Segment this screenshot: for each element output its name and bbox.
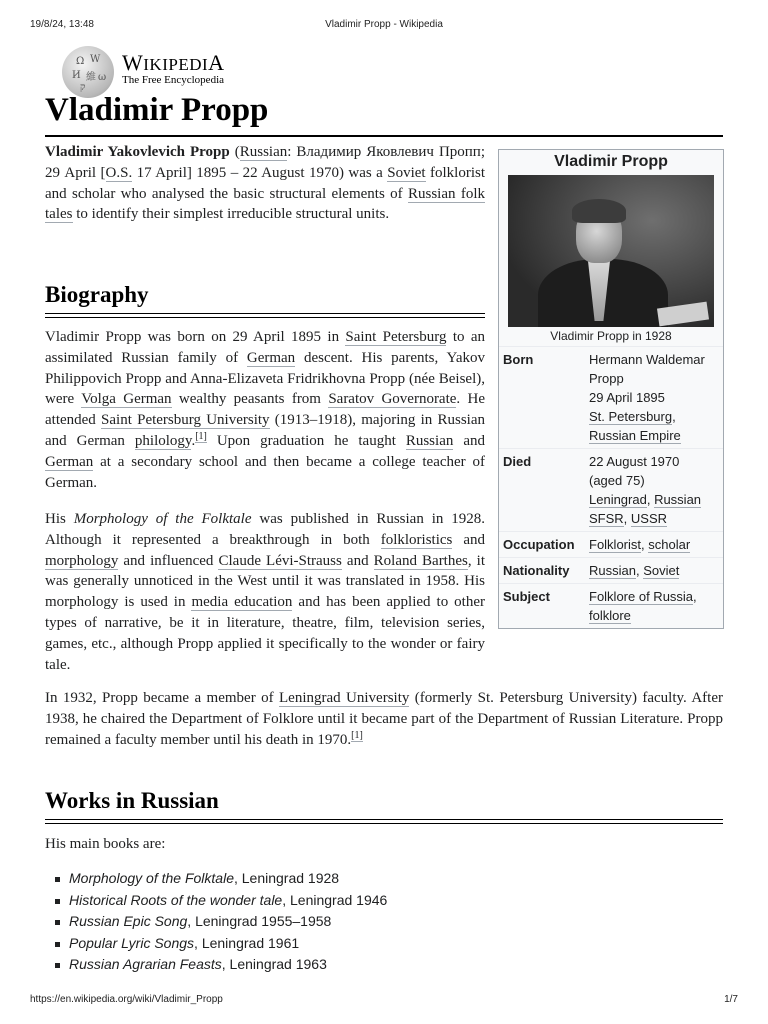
print-page-title: Vladimir Propp - Wikipedia [325, 19, 443, 30]
biography-paragraph-2a: His Morphology of the Folktale was published in Russian in 1928. Although it represented a breakthrough in both folkloristics and morphology and influenced Claude Lévi-Strauss and Roland Barthes, it was generally unnoticed in the West until it was translated in 1958. His morphology is used in media education and has been applied to other types of narrative, be it in literature, theatre, film, television series, games, etc., although Propp applied it specifically to the wonder or fairy tale. [45, 511, 486, 673]
link-german-2[interactable]: German [45, 453, 94, 470]
link-media-education[interactable]: media education [191, 594, 293, 611]
infobox-row-subject: Subject Folklore of Russia, folklore [499, 583, 723, 628]
wikipedia-globe-logo[interactable]: Ω W И 維 ω ק [62, 46, 114, 98]
heading-rule [45, 819, 723, 820]
subject-name: Vladimir Yakovlevich Propp [45, 144, 230, 160]
infobox-row-born: Born Hermann Waldemar Propp 29 April 1895 St. Petersburg, Russian Empire [499, 346, 723, 448]
link-nationality-russian[interactable]: Russian [589, 563, 636, 578]
link-philology[interactable]: philology [134, 432, 192, 449]
list-item: Popular Lyric Songs, Leningrad 1961 [45, 933, 387, 955]
works-intro: His main books are: [45, 836, 166, 852]
link-russian[interactable]: Russian [405, 432, 454, 449]
infobox-title: Vladimir Propp [554, 153, 668, 170]
link-russian-folk-tales[interactable]: Russian folk tales [45, 185, 485, 223]
link-ussr[interactable]: USSR [630, 511, 668, 526]
link-claude-levi-strauss[interactable]: Claude Lévi-Strauss [218, 552, 342, 569]
link-soviet[interactable]: Soviet [387, 164, 426, 181]
works-list [45, 868, 387, 976]
wikipedia-wordmark[interactable]: WIKIPEDIA [122, 50, 225, 75]
link-folklore[interactable]: folklore [589, 608, 631, 623]
print-url: https://en.wikipedia.org/wiki/Vladimir_Propp [30, 994, 223, 1005]
print-header [0, 0, 768, 30]
heading-rule [45, 823, 723, 824]
print-page-counter: 1/7 [724, 994, 738, 1005]
link-russian-language[interactable]: Russian [239, 144, 288, 160]
link-volga-german[interactable]: Volga German [81, 391, 172, 408]
infobox-row-nationality: Nationality Russian, Soviet [499, 557, 723, 583]
link-german[interactable]: German [246, 349, 296, 366]
biography-paragraph-1: Vladimir Propp was born on 29 April 1895 in Saint Petersburg to an assimilated Russian family of German descent. His parents, Yakov Philippovich Propp and Anna-Elizaveta Fridrikhovna Propp (née Beisel), were Volga German wealthy peasants from Saratov Governorate. He attended Saint Petersburg University (1913–1918), majoring in Russian and German philology.[1] Upon graduation he taught Russian and German at a secondary school and then became a college teacher of German. [45, 329, 486, 491]
link-russian-sfsr[interactable]: Russian SFSR [589, 492, 702, 526]
heading-rule [45, 317, 485, 318]
link-saint-petersburg[interactable]: Saint Petersburg [345, 329, 447, 345]
infobox-row-occupation: Occupation Folklorist, scholar [499, 531, 723, 557]
heading-rule [45, 313, 485, 314]
biography-paragraph-3: In 1932, Propp became a member of Leningrad University (formerly St. Petersburg University) faculty. After 1938, he chaired the Department of Folklore until it became part of the Department of Russian Literature. Propp remained a faculty member until his death in 1970.[1] [45, 690, 723, 748]
link-leningrad[interactable]: Leningrad [589, 492, 647, 507]
list-item: Historical Roots of the wonder tale, Leningrad 1946 [45, 890, 387, 912]
link-old-style[interactable]: O.S. [105, 164, 133, 181]
list-item: Russian Epic Song, Leningrad 1955–1958 [45, 911, 387, 933]
link-leningrad-university[interactable]: Leningrad University [279, 690, 410, 706]
list-item: Russian Agrarian Feasts, Leningrad 1963 [45, 954, 387, 976]
list-item: Morphology of the Folktale, Leningrad 1928 [45, 868, 387, 890]
link-saint-petersburg-university[interactable]: Saint Petersburg University [101, 412, 270, 429]
infobox [498, 149, 724, 629]
link-st-petersburg[interactable]: St. Petersburg [589, 409, 673, 424]
portrait-photo[interactable] [508, 175, 714, 327]
heading-works-in-russian: Works in Russian [45, 788, 219, 813]
reference-1[interactable]: [1] [351, 729, 363, 741]
title-rule [45, 135, 723, 137]
link-saratov-governorate[interactable]: Saratov Governorate [328, 391, 457, 408]
intro-paragraph: Vladimir Yakovlevich Propp (Russian: Владимир Яковлевич Пропп; 29 April [O.S. 17 April] 1895 – 22 August 1970) was a Soviet folklorist and scholar who analysed the basic structural elements of Russian folk tales to identify their simplest irreducible structural units. [45, 144, 485, 223]
link-nationality-soviet[interactable]: Soviet [643, 563, 680, 578]
link-scholar[interactable]: scholar [648, 537, 691, 552]
print-datetime: 19/8/24, 13:48 [30, 19, 94, 30]
biography-paragraph-2-tail: and has been applied to other types of narrative, be it in literature, theatre, film, television series, games, etc., although Propp applied it specifically to the wonder or fairy tale. [45, 594, 486, 673]
reference-1[interactable]: [1] [195, 430, 207, 442]
link-folkloristics[interactable]: folkloristics [380, 531, 453, 548]
link-morphology[interactable]: morphology [45, 552, 119, 569]
heading-biography: Biography [45, 282, 149, 307]
link-roland-barthes[interactable]: Roland Barthes [373, 552, 468, 569]
link-folklore-of-russia[interactable]: Folklore of Russia [589, 589, 694, 604]
wikipedia-tagline: The Free Encyclopedia [122, 74, 225, 86]
photo-caption: Vladimir Propp in 1928 [550, 329, 672, 343]
link-russian-empire[interactable]: Russian Empire [589, 428, 681, 443]
link-folklorist[interactable]: Folklorist [589, 537, 642, 552]
page-title: Vladimir Propp [45, 92, 269, 128]
infobox-row-died: Died 22 August 1970 (aged 75) Leningrad, Russian SFSR, USSR [499, 448, 723, 531]
